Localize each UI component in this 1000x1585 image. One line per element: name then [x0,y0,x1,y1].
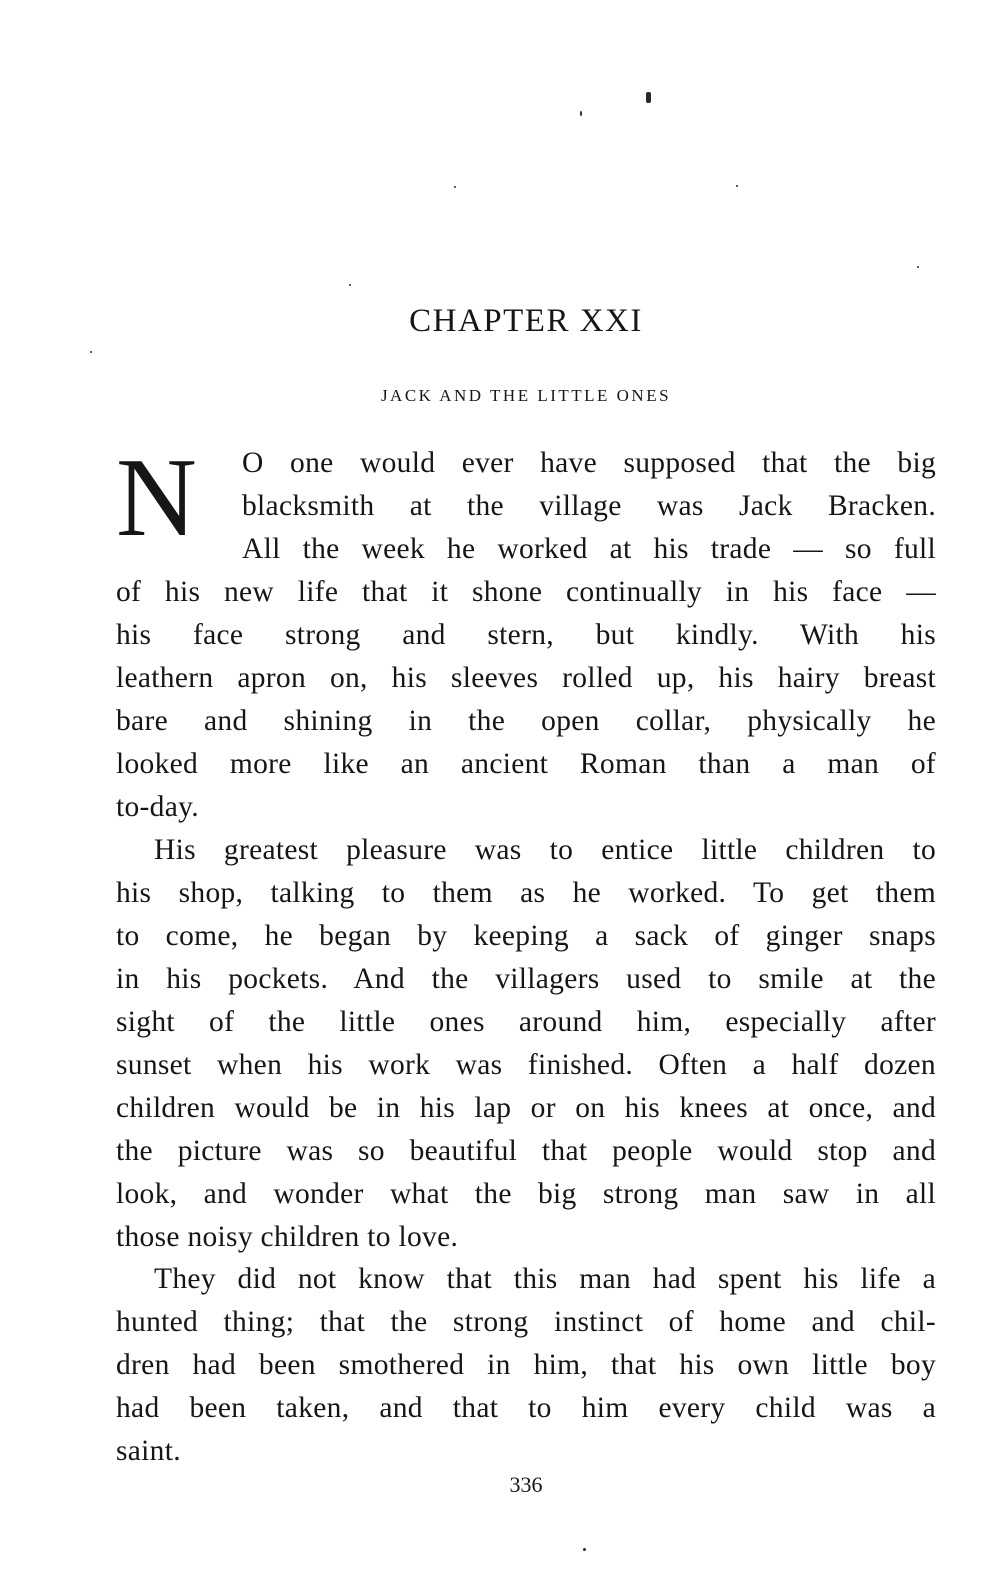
scan-speck [90,351,92,353]
text-line [116,528,936,571]
text-line: the picture was so beautiful that people would stop and [116,1135,936,1167]
chapter-subtitle: JACK AND THE LITTLE ONES [380,386,672,405]
scan-speck [917,266,919,268]
text-line: to-day. [116,791,199,823]
scan-speck [736,185,738,187]
text-line: dren had been smothered in him, that his own little boy [116,1349,936,1381]
text-line: to come, he began by keeping a sack of ginger snaps [116,920,936,952]
page-number: 336 [509,1472,543,1497]
text-line: O one would ever have supposed that the big [242,447,936,479]
paragraph-2 [116,829,936,1259]
scan-speck [349,284,351,286]
paragraph-1 [116,528,936,829]
text-line: his shop, talking to them as he worked. To get them [116,877,936,909]
text-line: All the week he worked at his trade — so full [242,533,936,565]
drop-cap: N [116,436,197,560]
text-line: hunted thing; that the strong instinct of home and chil- [116,1306,936,1338]
text-line: look, and wonder what the big strong man saw in all [116,1178,936,1210]
text-line: bare and shining in the open collar, physically he [116,705,936,737]
text-line: looked more like an ancient Roman than a man of [116,748,936,780]
text-line: sight of the little ones around him, especially after [116,1006,936,1038]
text-line: leathern apron on, his sleeves rolled up, his hairy breast [116,662,936,694]
text-line: had been taken, and that to him every child was a [116,1392,936,1424]
scan-speck [580,111,582,116]
scan-speck [646,92,651,103]
chapter-title: CHAPTER XXI [409,303,643,339]
text-line: His greatest pleasure was to entice little children to [154,834,936,866]
paragraph-3 [116,1258,936,1473]
text-line: of his new life that it shone continually in his face — [116,576,936,608]
scan-speck [454,186,456,188]
text-line: in his pockets. And the villagers used to smile at the [116,963,936,995]
text-line: those noisy children to love. [116,1221,459,1253]
scan-speck [583,1548,586,1551]
text-line: saint. [116,1435,181,1467]
text-line: his face strong and stern, but kindly. With his [116,619,936,651]
text-line: children would be in his lap or on his knees at once, and [116,1092,936,1124]
text-line: blacksmith at the village was Jack Bracken. [242,490,936,522]
text-line: They did not know that this man had spent his life a [154,1263,936,1295]
text-line: sunset when his work was finished. Often a half dozen [116,1049,936,1081]
